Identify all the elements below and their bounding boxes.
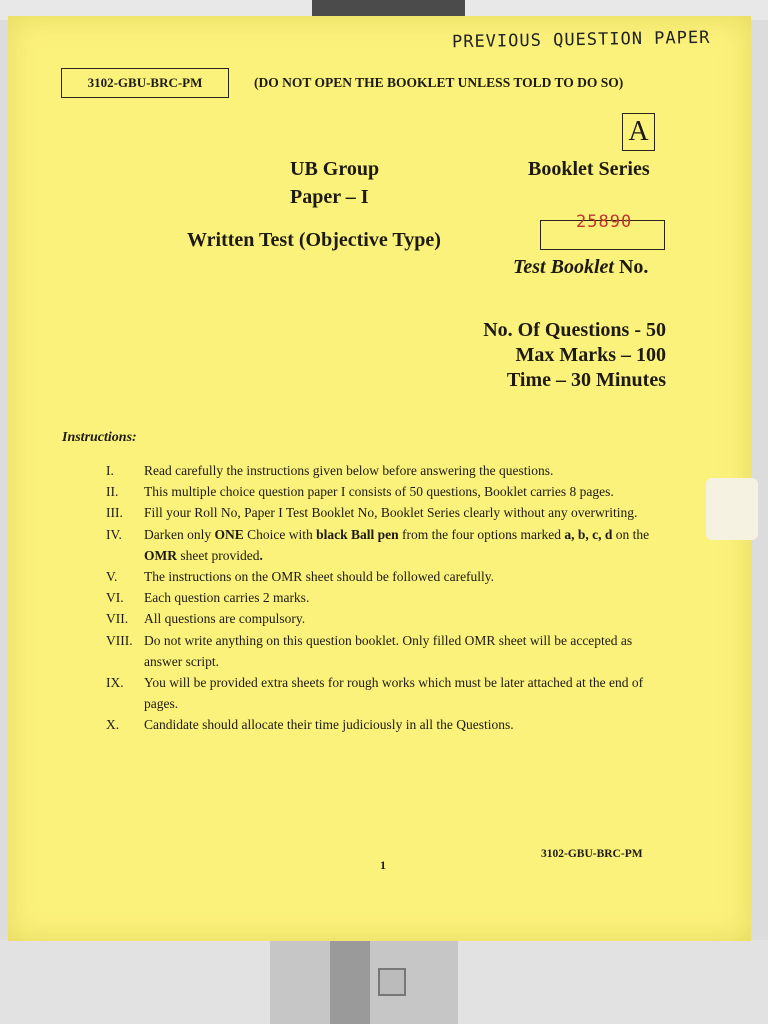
instruction-number: IV. [106, 526, 122, 542]
instruction-item [106, 608, 666, 629]
instruction-number: X. [106, 717, 120, 733]
time-limit: Time – 30 Minutes [506, 369, 666, 391]
warning-text: (DO NOT OPEN THE BOOKLET UNLESS TOLD TO DO SO) [254, 75, 624, 90]
instruction-text: The instructions on the OMR sheet should be followed carefully. [144, 569, 495, 585]
instruction-number: I. [106, 463, 114, 478]
booklet-number-label-italic: Test Booklet [513, 256, 614, 278]
instructions-list [106, 460, 666, 736]
test-type-title: Written Test (Objective Type) [187, 229, 441, 251]
instruction-item [106, 524, 666, 566]
instruction-item [106, 460, 666, 481]
instruction-number: VII. [106, 611, 129, 627]
instruction-item [106, 566, 666, 587]
instruction-text: Candidate should allocate their time judiciously in all the Questions. [144, 717, 514, 733]
question-count: No. Of Questions - 50 [483, 319, 666, 341]
instruction-text: All questions are compulsory. [144, 611, 306, 627]
page-number: 1 [380, 858, 386, 872]
booklet-number-value: 25890 [576, 212, 633, 232]
instruction-item [106, 672, 666, 714]
instruction-item [106, 714, 666, 735]
booklet-number-label-suffix: No. [613, 256, 649, 278]
instruction-number: VI. [106, 590, 124, 606]
instruction-item [106, 630, 666, 672]
instructions-heading: Instructions: [62, 430, 137, 445]
exam-stats [483, 318, 666, 393]
booklet-series-letter: A [622, 113, 655, 151]
instruction-text: This multiple choice question paper I consists of 50 questions, Booklet carries 8 pages. [144, 484, 614, 500]
booklet-series-label: Booklet Series [528, 158, 650, 180]
instruction-number: IX. [106, 675, 124, 691]
instruction-text: Do not write anything on this question booklet. Only filled OMR sheet will be accepted as answer script. [144, 632, 633, 669]
instruction-number: V. [106, 569, 118, 585]
footer-code: 3102-GBU-BRC-PM [541, 848, 643, 860]
instruction-text: Each question carries 2 marks. [144, 590, 310, 606]
instruction-text: You will be provided extra sheets for rough works which must be later attached at the end of pages. [144, 675, 644, 712]
scanner-tray [270, 940, 458, 1024]
instruction-number: III. [106, 505, 123, 521]
paper-title: Paper – I [290, 186, 369, 208]
paper-sticker [706, 478, 758, 540]
instruction-text: Darken only ONE Choice with black Ball pen from the four options marked a, b, c, d on the OMR sheet provided. [144, 526, 650, 563]
group-title: UB Group [290, 158, 380, 180]
instruction-item [106, 587, 666, 608]
scanner-square [378, 968, 406, 996]
instruction-text: Read carefully the instructions given below before answering the questions. [144, 463, 554, 478]
instruction-item [106, 481, 666, 502]
scanner-slot [330, 940, 370, 1024]
instruction-number: VIII. [106, 632, 133, 648]
max-marks: Max Marks – 100 [515, 344, 666, 366]
instruction-text: Fill your Roll No, Paper I Test Booklet No, Booklet Series clearly without any overwriting. [144, 505, 638, 521]
booklet-number-label [513, 256, 648, 279]
instruction-number: II. [106, 484, 119, 500]
instruction-item [106, 502, 666, 523]
booklet-code-box: 3102-GBU-BRC-PM [61, 68, 229, 98]
handwritten-note: PREVIOUS QUESTION PAPER [451, 27, 711, 53]
